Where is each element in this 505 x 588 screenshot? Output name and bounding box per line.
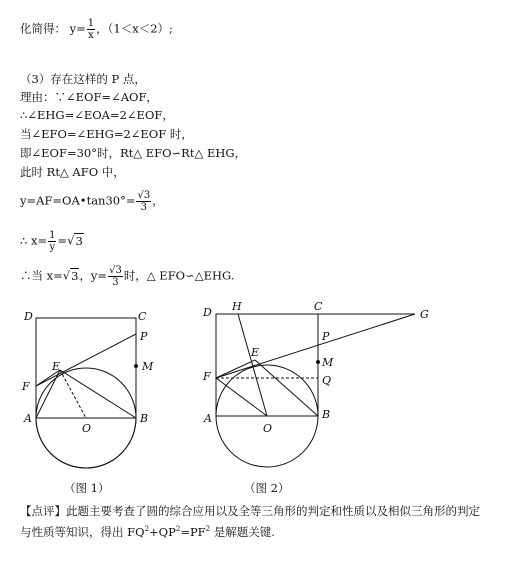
fig2-label-m: M bbox=[322, 356, 334, 369]
fig1-line-eb bbox=[60, 370, 136, 418]
fig1-label-b: B bbox=[140, 412, 149, 425]
figure-1-caption: （图 1） bbox=[64, 481, 110, 495]
fig1-line-ea bbox=[36, 370, 60, 418]
root-radicand: 3 bbox=[75, 233, 83, 248]
fig2-label-f: F bbox=[203, 370, 211, 383]
conclusion-line: ∴当 x=√3，y= $\frac{√3}{3}$ 时，△ EFO∽△EHG. bbox=[20, 265, 235, 288]
conclusion-y: ，y= bbox=[79, 268, 108, 283]
fig1-label-o: O bbox=[82, 422, 92, 435]
fig2-label-e: E bbox=[251, 346, 260, 359]
conclusion-suffix: 时，△ EFO∽△EHG. bbox=[123, 268, 235, 283]
comment-text: =PF bbox=[180, 524, 206, 539]
equals-sign: = bbox=[57, 233, 68, 248]
figure-1 bbox=[36, 318, 138, 468]
comment-tag: 【点评】 bbox=[20, 504, 66, 518]
fig2-label-p: P bbox=[322, 330, 330, 343]
equation-y: y= bbox=[69, 21, 86, 36]
fig1-dash-eo bbox=[60, 370, 86, 418]
fig2-label-h: H bbox=[232, 300, 242, 313]
reason-line-2: ∴∠EHG=∠EOA=2∠EOF， bbox=[20, 108, 174, 122]
fig2-label-d: D bbox=[203, 306, 212, 319]
fraction-denominator: x bbox=[88, 30, 94, 41]
x-equation: ∴ x= $\frac{1}{y}$ =√3 bbox=[20, 230, 83, 253]
fraction-numerator: √3 bbox=[137, 190, 151, 201]
punctuation: ， bbox=[152, 193, 164, 208]
figure-2-caption: （图 2） bbox=[244, 481, 290, 495]
fig1-label-p: P bbox=[140, 330, 148, 343]
fig1-label-d: D bbox=[24, 310, 33, 323]
domain-condition: ，（1＜x＜2）; bbox=[96, 21, 173, 36]
reason-line-4: 即∠EOF=30°时，Rt△ EFO∽Rt△ EHG， bbox=[20, 146, 247, 160]
comment-text: 是解题关键. bbox=[210, 524, 275, 539]
root-radicand: 3 bbox=[71, 268, 79, 283]
fig2-label-o: O bbox=[263, 422, 273, 435]
fig2-label-q: Q bbox=[322, 374, 332, 387]
fig1-label-e: E bbox=[52, 360, 61, 373]
conclusion-prefix: ∴当 x= bbox=[20, 268, 63, 283]
fig2-label-g: G bbox=[420, 308, 429, 321]
fig2-label-c: C bbox=[314, 300, 323, 313]
reason-line-5: 此时 Rt△ AFO 中， bbox=[20, 165, 125, 179]
exponent: 2 bbox=[175, 525, 181, 533]
fig2-label-a: A bbox=[204, 412, 212, 425]
exponent: 2 bbox=[205, 525, 211, 533]
comment-text: 此题主要考查了圆的综合应用以及全等三角形的判定和性质以及相似三角形的判定与性质等知识，得出 FQ bbox=[20, 504, 480, 539]
reason-line-3: 当∠EFO=∠EHG=2∠EOF 时， bbox=[20, 127, 193, 141]
x-equals: ∴ x= bbox=[20, 233, 48, 248]
fraction-numerator: 1 bbox=[49, 230, 56, 241]
fig2-line-fg bbox=[216, 314, 415, 378]
comment-paragraph bbox=[20, 502, 490, 541]
fraction-denominator: 3 bbox=[140, 202, 148, 213]
fig1-line-fp bbox=[36, 334, 136, 386]
simplify-label: 化简得： bbox=[20, 21, 66, 36]
fig1-label-c: C bbox=[138, 310, 147, 323]
comment-text: +QP bbox=[149, 524, 176, 539]
part3-heading: （3）存在这样的 P 点， bbox=[20, 72, 146, 86]
fraction-numerator: 1 bbox=[87, 18, 95, 29]
exponent: 2 bbox=[144, 525, 150, 533]
fraction-denominator: 3 bbox=[112, 277, 119, 288]
fig2-point-m bbox=[317, 361, 320, 364]
figure-2 bbox=[216, 314, 415, 467]
reason-line-1: 理由：∵∠EOF=∠AOF， bbox=[20, 90, 158, 104]
fig2-line-fo bbox=[216, 378, 267, 416]
fig2-label-b: B bbox=[322, 408, 331, 421]
fraction-denominator: y bbox=[49, 242, 56, 253]
fig1-point-m bbox=[135, 365, 138, 368]
fraction-numerator: √3 bbox=[109, 265, 122, 276]
fig1-label-f: F bbox=[22, 380, 30, 393]
fig1-label-a: A bbox=[24, 412, 32, 425]
fig1-label-m: M bbox=[142, 360, 154, 373]
tan30-lhs: y=AF=OA•tan30°= bbox=[20, 193, 136, 208]
